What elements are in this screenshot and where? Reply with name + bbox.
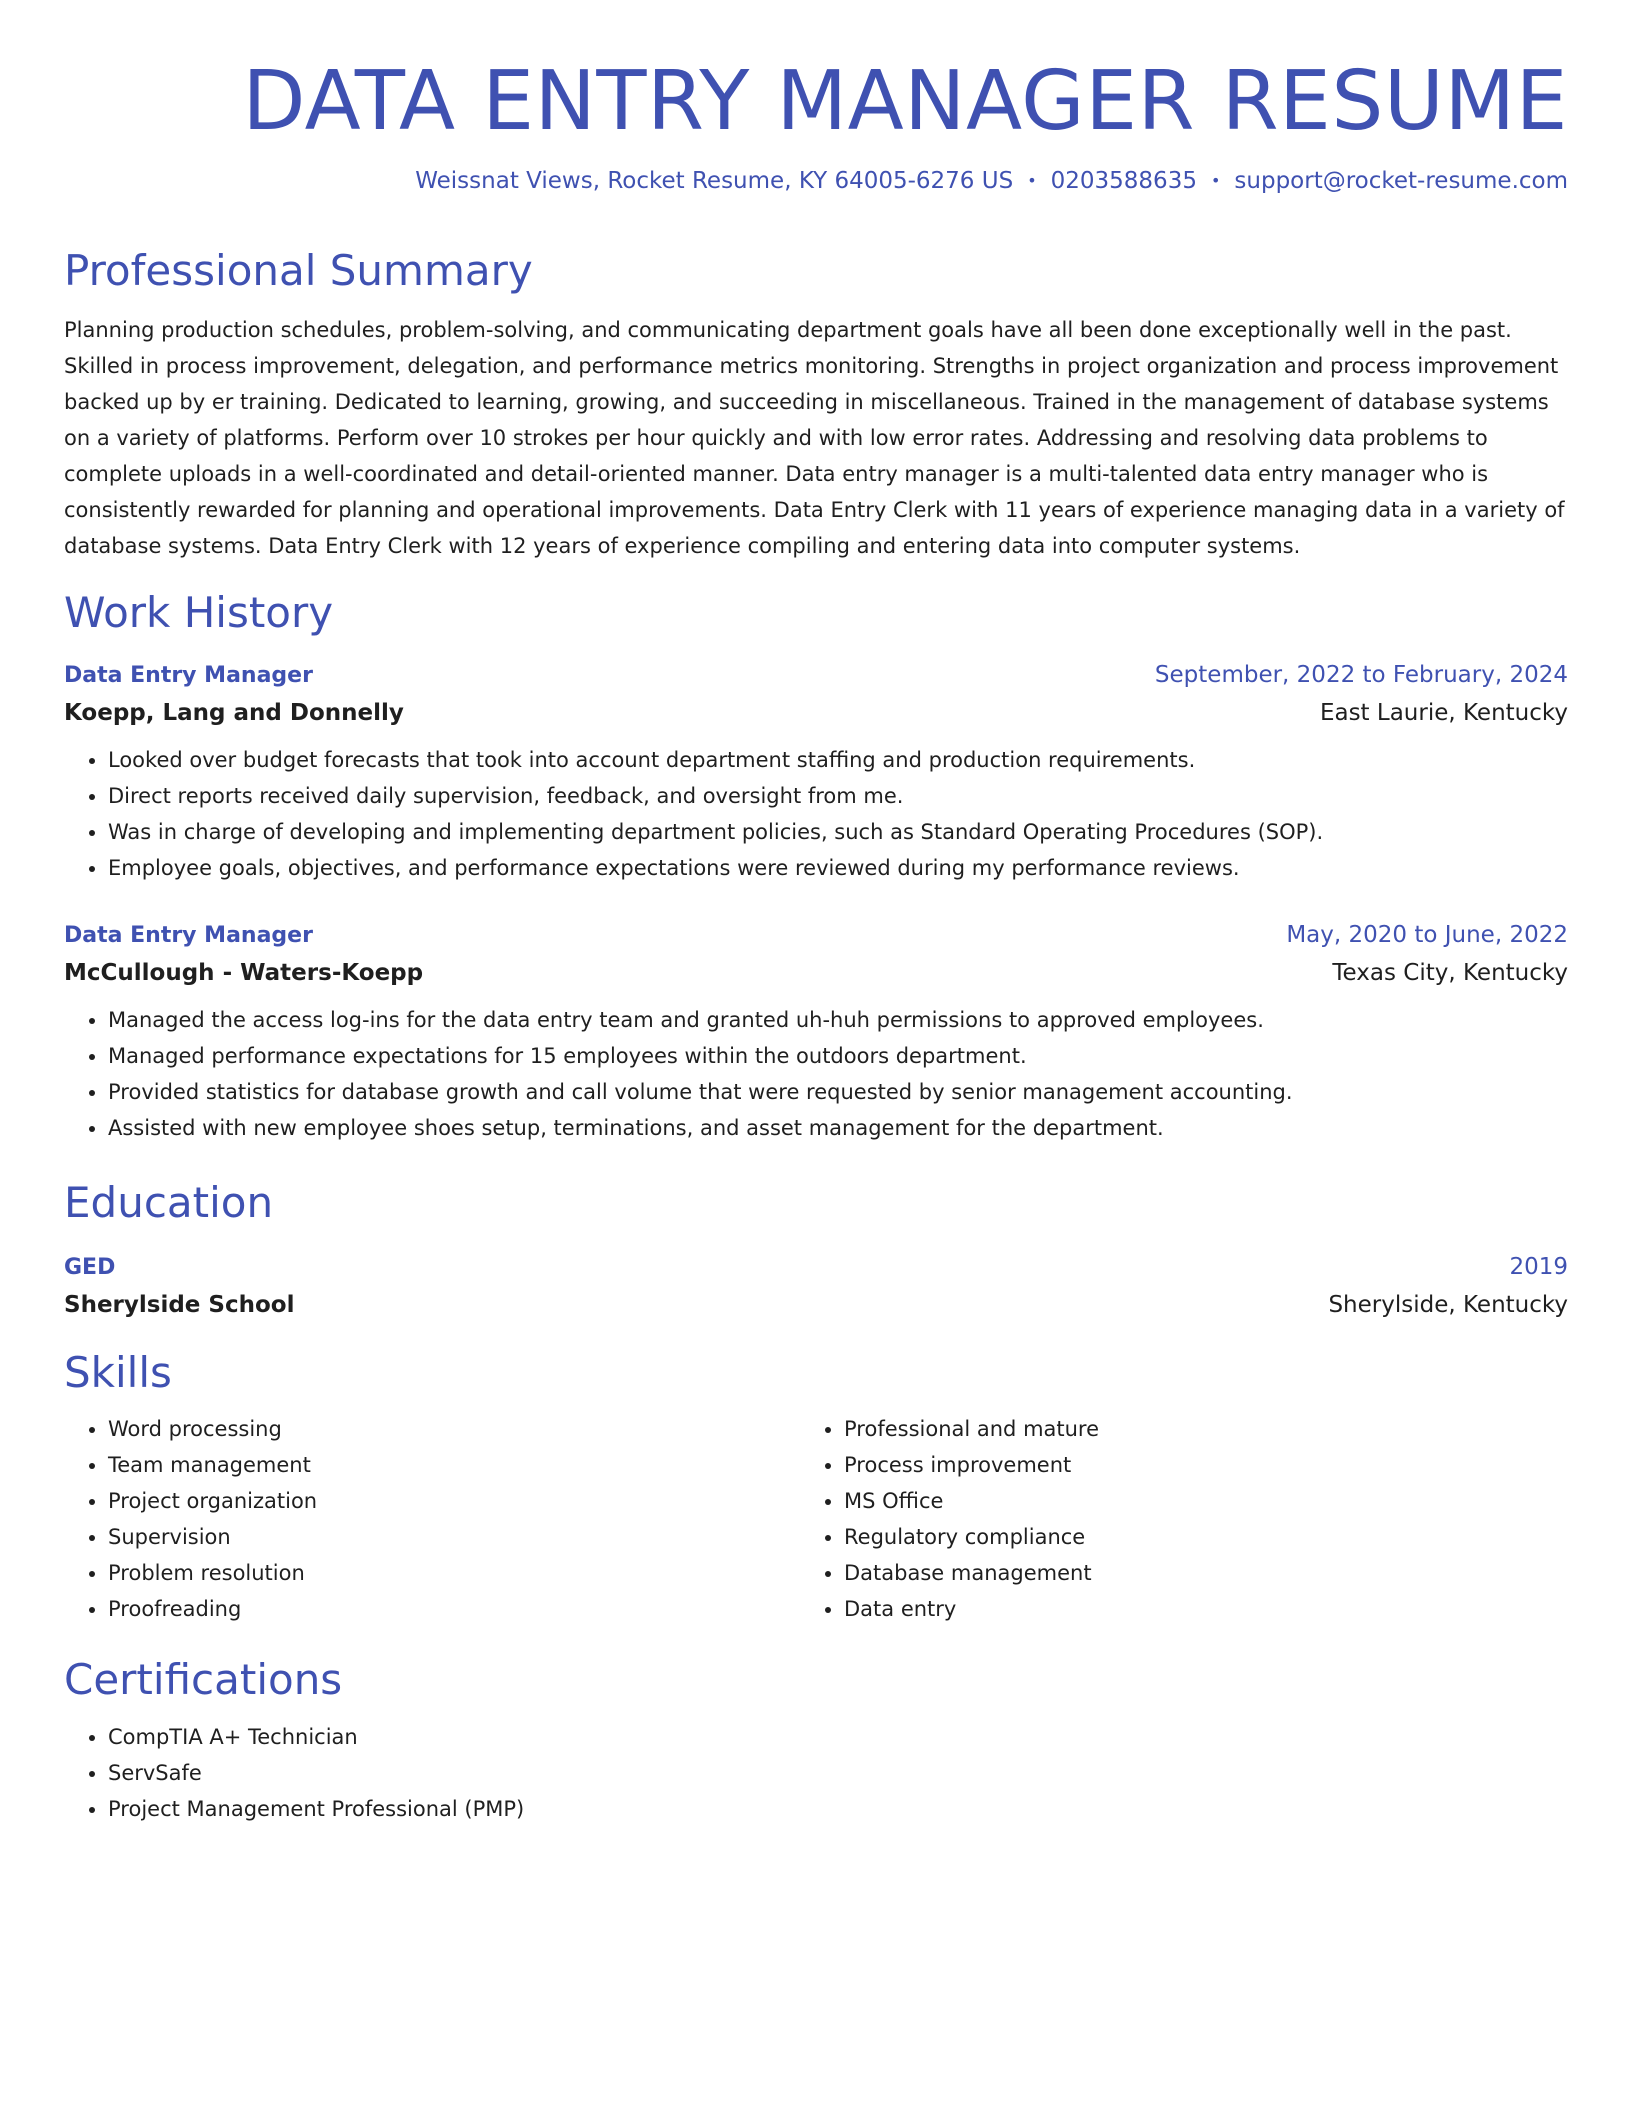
- job-employer-row: [64, 700, 1568, 726]
- skill-item: • Process improvement: [844, 1447, 1536, 1483]
- contact-phone: 0203588635: [1050, 167, 1197, 194]
- skill-item: • Professional and mature: [844, 1411, 1536, 1447]
- skills-list: [800, 1411, 1536, 1627]
- job-header-row: [64, 922, 1568, 948]
- contact-separator: •: [1210, 170, 1221, 190]
- job-title: Data Entry Manager: [64, 923, 313, 949]
- job-bullet: • Managed performance expectations for 15 employees within the outdoors department.: [108, 1038, 1568, 1074]
- skill-item: • Problem resolution: [108, 1555, 800, 1591]
- skills-list: [64, 1411, 800, 1627]
- skill-item: • Word processing: [108, 1411, 800, 1447]
- contact-email: support@rocket-resume.com: [1234, 167, 1568, 194]
- skills-column-left: [64, 1411, 800, 1627]
- education-degree: GED: [64, 1255, 116, 1281]
- job-employer-row: [64, 960, 1568, 986]
- job-bullet: • Employee goals, objectives, and performance expectations were reviewed during my performance reviews.: [108, 850, 1568, 886]
- section-title-certifications: Certifications: [64, 1654, 343, 1704]
- job-dates: September, 2022 to February, 2024: [1154, 662, 1568, 689]
- summary-text: Planning production schedules, problem-solving, and communicating department goals have all been done exceptionally well in the past. Skilled in process improvement, delegation, and performance metrics monitoring. Strengths in project organization and process improvement backed up by er training. Dedicated to learning, growing, and succeeding in miscellaneous. Trained in the management of database systems on a variety of platforms. Perform over 10 strokes per hour quickly and with low error rates. Addressing and resolving data problems to complete uploads in a well-coordinated and detail-oriented manner. Data entry manager is a multi-talented data entry manager who is consistently rewarded for planning and operational improvements. Data Entry Clerk with 11 years of experience managing data in a variety of database systems. Data Entry Clerk with 12 years of experience compiling and entering data into computer systems.: [64, 318, 1565, 559]
- certification-item: • Project Management Professional (PMP): [108, 1791, 1568, 1827]
- job-bullet: • Looked over budget forecasts that took into account department staffing and production requirements.: [108, 742, 1568, 778]
- certifications-list: [64, 1719, 1568, 1827]
- education-header-row: [64, 1254, 1568, 1280]
- education-year: 2019: [1509, 1254, 1568, 1281]
- job-entry: [64, 922, 1568, 1146]
- skill-item: • Project organization: [108, 1483, 800, 1519]
- skill-item: • Database management: [844, 1555, 1536, 1591]
- education-school: Sherylside School: [64, 1292, 295, 1319]
- job-bullet: • Provided statistics for database growth and call volume that were requested by senior management accounting.: [108, 1074, 1568, 1110]
- section-title-skills: Skills: [64, 1348, 172, 1398]
- section-title-summary: Professional Summary: [64, 245, 533, 295]
- job-employer: McCullough - Waters-Koepp: [64, 960, 424, 987]
- job-bullet: • Direct reports received daily supervision, feedback, and oversight from me.: [108, 778, 1568, 814]
- contact-address: Weissnat Views, Rocket Resume, KY 64005-6276 US: [415, 167, 1014, 194]
- job-location: Texas City, Kentucky: [1332, 960, 1568, 987]
- job-header-row: [64, 662, 1568, 688]
- skill-item: • Team management: [108, 1447, 800, 1483]
- certification-item: • CompTIA A+ Technician: [108, 1719, 1568, 1755]
- section-title-work-history: Work History: [64, 588, 334, 638]
- job-employer: Koepp, Lang and Donnelly: [64, 700, 404, 727]
- resume-header: [64, 56, 1568, 194]
- education-entry: [64, 1254, 1568, 1318]
- job-bullet: • Was in charge of developing and implementing department policies, such as Standard Operating Procedures (SOP).: [108, 814, 1568, 850]
- skill-item: • Proofreading: [108, 1591, 800, 1627]
- contact-separator: •: [1027, 170, 1037, 190]
- skill-item: • MS Office: [844, 1483, 1536, 1519]
- skill-item: • Supervision: [108, 1519, 800, 1555]
- job-bullet: • Assisted with new employee shoes setup, terminations, and asset management for the department.: [108, 1110, 1568, 1146]
- education-location: Sherylside, Kentucky: [1328, 1292, 1568, 1319]
- skills-column-right: [800, 1411, 1536, 1627]
- skills-columns: [64, 1411, 1568, 1627]
- education-school-row: [64, 1292, 1568, 1318]
- job-title: Data Entry Manager: [64, 663, 313, 689]
- job-bullet: • Managed the access log-ins for the data entry team and granted uh-huh permissions to approved employees.: [108, 1002, 1568, 1038]
- skill-item: • Data entry: [844, 1591, 1536, 1627]
- certification-item: • ServSafe: [108, 1755, 1568, 1791]
- job-bullets: [64, 742, 1568, 886]
- section-title-education: Education: [64, 1178, 274, 1228]
- resume-title: DATA ENTRY MANAGER RESUME: [242, 54, 1568, 149]
- skill-item: • Regulatory compliance: [844, 1519, 1536, 1555]
- job-location: East Laurie, Kentucky: [1319, 700, 1568, 727]
- job-entry: [64, 662, 1568, 886]
- job-bullets: [64, 1002, 1568, 1146]
- contact-line: [64, 168, 1568, 194]
- job-dates: May, 2020 to June, 2022: [1286, 922, 1568, 949]
